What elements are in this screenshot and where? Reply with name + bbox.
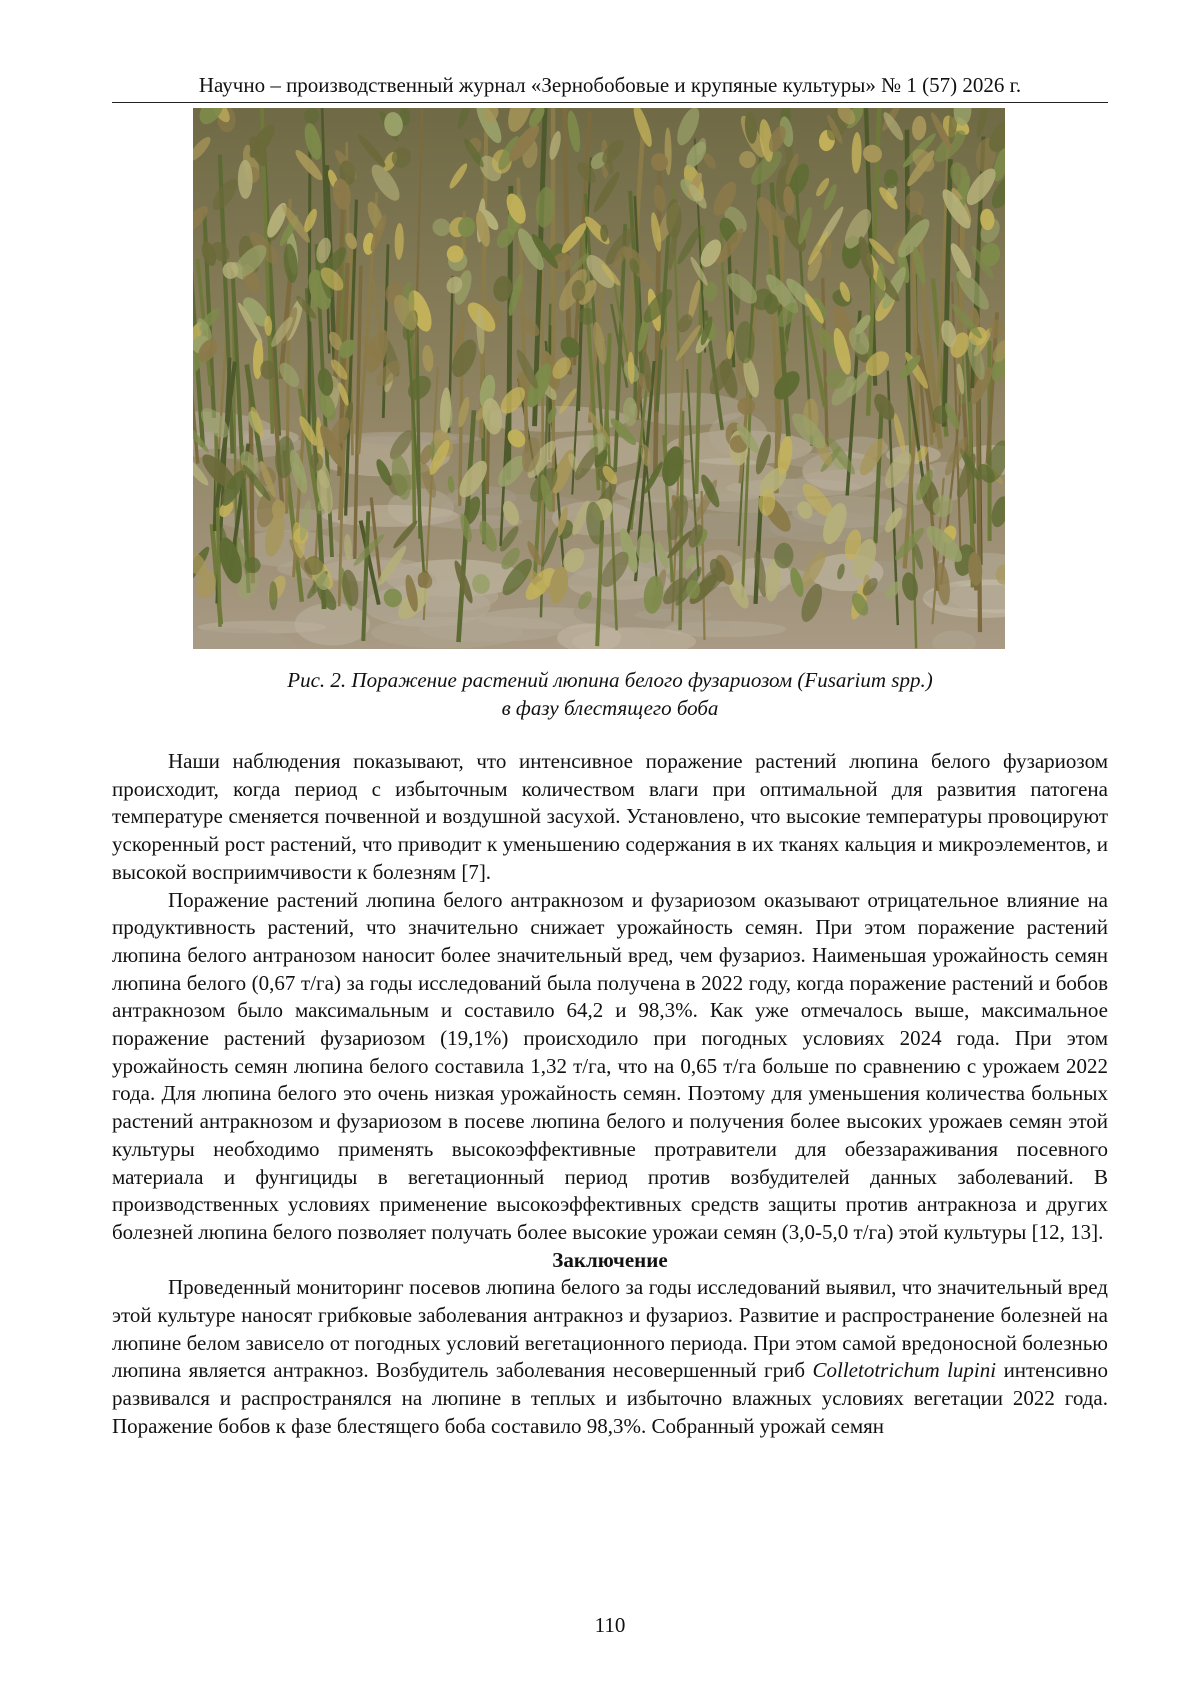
body-paragraph: Наши наблюдения показывают, что интенсивное поражение растений люпина белого фузариозом происходит, когда период с избыточным количеством влаги при оптимальной для развития патогена температуре сменяется почвенной и воздушной засухой. Установлено, что высокие температуры провоцируют ускоренный рост растений, что приводит к уменьшению содержания в их тканях кальция и микроэлементов, и высокой восприимчивости к болезням [7].	[112, 749, 1108, 884]
conclusion-text-part-2: интенсивно развивался и распространялся на люпине в теплых и избыточно влажных условиях вегетации 2022 года. Поражение бобов к фазе блестящего боба составило 98,3%. Собранный урожай семян	[112, 1358, 1108, 1438]
header-rule	[112, 102, 1108, 103]
article-body	[112, 748, 1108, 1441]
page-number: 110	[594, 1613, 626, 1637]
figure-caption	[112, 666, 1108, 722]
figure-caption-line-2: в фазу блестящего боба	[501, 696, 719, 720]
conclusion-text-part-1: Проведенный мониторинг посевов люпина белого за годы исследований выявил, что значительный вред этой культуре наносят грибковые заболевания антракноз и фузариоз. Развитие и распространение болезней на люпине белом зависело от погодных условий вегетационного периода. При этом самой вредоносной болезнью люпина является антракноз. Возбудитель заболевания несовершенный гриб	[112, 1275, 1108, 1383]
pathogen-name: Colletotrichum lupini	[812, 1358, 997, 1383]
conclusion-paragraph	[112, 1274, 1108, 1440]
body-paragraph: Поражение растений люпина белого антракнозом и фузариозом оказывают отрицательное влияние на продуктивность растений, что значительно снижает урожайность семян. При этом поражение растений люпина белого антранозом наносит более значительный вред, чем фузариоз. Наименьшая урожайность семян люпина белого (0,67 т/га) за годы исследований была получена в 2022 году, когда поражение растений и бобов антракнозом было максимальным и составило 64,2 и 98,3%. Как уже отмечалось выше, максимальное поражение растений фузариозом (19,1%) происходило при погодных условиях 2024 года. При этом урожайность семян люпина белого составила 1,32 т/га, что на 0,65 т/га больше по сравнению с урожаем 2022 года. Для люпина белого это очень низкая урожайность семян. Поэтому для уменьшения количества больных растений антракнозом и фузариозом в посеве люпина белого и получения более высоких урожаев семян этой культуры необходимо применять высокоэффективные протравители для обеззараживания посевного материала и фунгициды в вегетационный период против возбудителей данных заболеваний. В производственных условиях применение высокоэффективных средств защиты против антракноза и других болезней люпина белого позволяет получать более высокие урожаи семян (3,0-5,0 т/га) этой культуры [12, 13].	[112, 887, 1108, 1244]
figure-caption-line-1: Рис. 2. Поражение растений люпина белого фузариозом (Fusarium spp.)	[287, 668, 933, 692]
section-heading-conclusion: Заключение	[552, 1247, 668, 1272]
figure-photo-lupine-field	[193, 108, 1005, 649]
running-header: Научно – производственный журнал «Зернобобовые и крупяные культуры» № 1 (57) 2026 г.	[198, 73, 1022, 97]
